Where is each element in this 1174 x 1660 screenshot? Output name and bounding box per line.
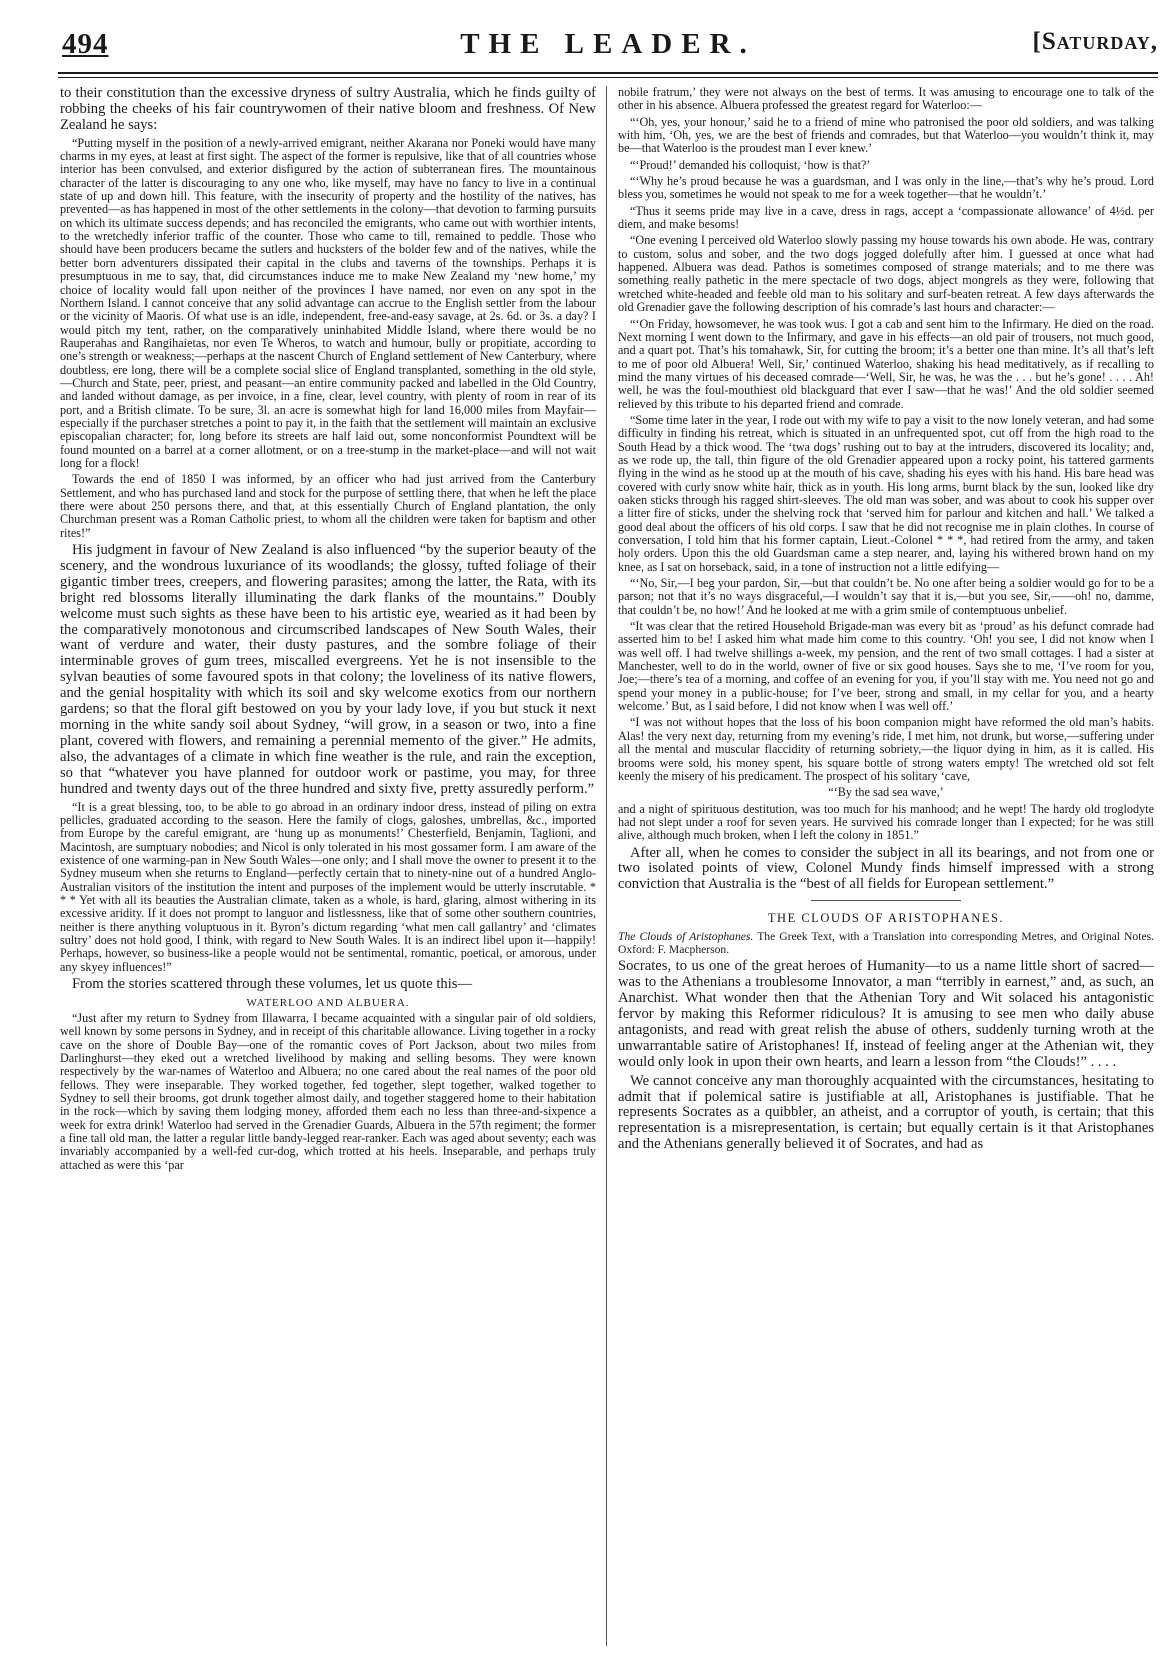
quote-albuera-speech: “‘Oh, yes, your honour,’ said he to a friend of mine who patronised the poor old soldiers, and was talking with him, ‘Oh, yes, we are the best of friends and comrades, but that Waterloo—you wouldn’t think it, may be—that Waterloo is the proudest man I ever knew.’ — [618, 114, 1154, 156]
newspaper-title: THE LEADER. — [460, 28, 756, 60]
quote-proud: “‘Proud!’ demanded his colloquist, ‘how is that?’ — [630, 157, 871, 172]
article-heading: THE CLOUDS OF ARISTOPHANES. — [767, 911, 1005, 926]
book-details: The Greek Text, with a Translation into corresponding Metres, and Original Notes. Oxford: F. Macpherson. — [618, 930, 1154, 957]
paragraph-scenery: His judgment in favour of New Zealand is also influenced “by the superior beauty of the scenery, and the wondrous luxuriance of its woodlands; the glossy, tufted foliage of their gigantic timber trees, creepers, and flowering parasites; among the latter, the Rata, with its bright red blossoms literally illuminating the dark flanks of the mountains.” Doubly welcome must such sights as these have been to his artistic eye, wearied as it had been by the comparatively monotonous and circumscribed landscapes of New South Wales, their want of verdure and water, their dusty pastures, and the sombre foliage of their interminable groves of gum trees, miscalled evergreens. Yet he is not insensible to the sylvan beauties of some favoured spots in that colony; the loveliness of its native flowers, and the genial hospitality with which its soil and sky welcome exotics from our northern gardens; so that the floral gift bestowed on you by your lady love, if you but stuck it next morning in the white sandy soil about Sydney, “will grow, in a season or two, into a fine plant, covered with flowers, and remaining a perennial memento of the giver.” He admits, also, the advantages of a climate in which fine weather is the rule, and rain the exception, so that “whatever you have planned for outdoor work or pastime, you may, for three hundred and twenty days out of the three hundred and sixty five, pretty assuredly perform.” — [60, 542, 596, 797]
paragraph-socrates: Socrates, to us one of the great heroes of Humanity—to us a name little short of sacred—was to the Athenians a troublesome Innovator, a man “terribly in earnest,” and, as such, an Anarchist. What wonder then that the Athenian Tory and Wit solaced his antagonistic fervor by making this Reformer ridiculous? It is amusing to see men who daily abuse antagonists, and read with great relish the abuse of others, suddenly turning wroth at the unwarrantable satire of Aristophanes! If, instead of feeling anger at the Athenian wit, they would only look in upon their own hearts, and learn a lesson from “the Clouds!” . . . . — [618, 958, 1154, 1070]
masthead — [58, 28, 1158, 72]
quote-continued: nobile fratrum,’ they were not always on the best of terms. It was amusing to encourage one to talk of the other in his absence. Albuera professed the greatest regard for Waterloo:— — [618, 86, 1154, 113]
quote-canterbury: Towards the end of 1850 I was informed, by an officer who had just arrived from the Canterbury Settlement, and who has purchased land and stock for the purpose of settling there, that when he left the place there were about 250 persons there, and that, at this essentially Church of England plantation, the only Churchman present was a Roman Catholic priest, to whom all the children were taken for baptism and other rites!” — [60, 472, 596, 540]
quote-new-zealand: “Putting myself in the position of a newly-arrived emigrant, neither Akarana nor Poneki would have many charms in my eyes, at least at first sight. The aspect of the former is repulsive, like that of all countries whose interior has been convulsed, and exterior disfigured by the action of subterranean fires. The mountainous character of the latter is discouraging to any one who, like myself, may have no fancy to live in a continual state of up and down hill. This feature, with the insecurity of property and the hostility of the natives, has prevented—as has happened in most of the other settlements in the colony—that devotion to farming pursuits on which its ultimate success depends; and has reconciled the emigrants, who came out with worthier intents, to the wretchedly inferior traffic of the counter. Those who came to till, remained to peddle. Those who should have been producers became the sutlers and hucksters of the bolder few and of the natives, while the better born adventurers dissipated their capital in the clubs and taverns of the townships. Perhaps it is presumptuous in me to say, that, did circumstances induce me to make New Zealand my ‘new home,’ my choice of locality would fall upon neither of the provinces I have named, nor even on any spot in the Northern Island. I cannot conceive that any solid advantage can accrue to the English settler from the labour or the vicinity of Maoris. Of what use is an idle, independent, free-and-easy savage, at 2s. 6d. or 3s. a day? I would pitch my tent, rather, on the comparatively uninhabited Middle Island, where there would be no Rauperahas and Rangihaietas, nor even Te Wheros, to watch and humour, bully or propitiate, according to one’s strength or weakness;—perhaps at the nascent Church of England settlement of New Canterbury, where doubtless, ere long, there will be a complete social slice of England transplanted, something in the old style,—Church and State, peer, priest, and peasant—an entire community packed and labelled in the Old Country, and landed without damage, as per invoice, in a fine, clear, level country, with plenty of room in rear of its port, and a British climate. To be sure, 3l. an acre is somewhat high for land 16,000 miles from Mayfair—especially if the purchaser stretches a point to pay it, in the faith that the settlement will maintain an exclusive episcopalian character; for, long before its streets are half laid out, some nonconformist Poundtext will be found mounted on a barrel at a corner allotment, or on a tree-stump in the market-place—and will not wait long for a flock! — [60, 135, 596, 470]
book-title: The Clouds of Aristophanes. — [618, 930, 754, 944]
newspaper-page — [58, 0, 1158, 1660]
quote-climate: “It is a great blessing, too, to be able to go abroad in an ordinary indoor dress, instead of piling on extra pellicles, graduated according to the season. Here the family of clogs, galoshes, umbrellas, &c., imported from Europe by the careful emigrant, are ‘hung up as monuments!’ Chesterfield, Benjamin, Taglioni, and Macintosh, are sumptuary nobodies; and Nicol is only tolerated in his most gossamer form. I am aware of the existence of one warming-pan in New South Wales—one only; and I shall move the owner to present it to the Sydney museum when she returns to England—perfectly certain that to ninety-nine out of a hundred Anglo-Australian visitors of the institution the intent and purposes of the implement would be utterly inscrutable. * * * Yet with all its beauties the Australian climate, taken as a whole, is hard, glaring, almost withering in its excessive aridity. If it does not prompt to languor and listlessness, like that of some other southern countries, neither is there anything voluptuous in it. Byron’s dictum regarding ‘what men call gallantry’ and ‘climates sultry’ does not hold good, I think, with regard to New South Wales. It is an indirect libel upon it—happily! Perhaps, however, so business-like a people would not be sentimental, romantic, poetical, or amorous, under any skyey influences!” — [60, 799, 596, 974]
paragraph-intro: to their constitution than the excessive dryness of sultry Australia, which he finds guilty of robbing the cheeks of his fair countrywomen of their native bloom and freshness. Of New Zealand he says: — [60, 86, 596, 133]
section-title: WATERLOO AND ALBUERA. — [246, 996, 410, 1009]
quote-friday: “‘On Friday, howsomever, he was took wus. I got a cab and sent him to the Infirmary. He died on the road. Next morning I went down to the Infirmary, and gave in his effects—an old pair of trousers, not much good, and a quart pot. That’s his tomahawk, Sir, for cutting the broom; it’s a better one than mine. It’s all that’s left to me of poor old Albuera! Well, Sir,’ continued Waterloo, shaking his head meditatively, as if recalling to mind the many virtues of his deceased comrade—‘Well, Sir, he was, he was the . . . but he’s gone! . . . . Ah! well, he was the foul-mouthiest old blackguard that ever I saw—that he was!’ And the old soldier seemed relieved by this tribute to his departed friend and comrade. — [618, 316, 1154, 411]
quote-guardsman: “‘Why he’s proud because he was a guardsman, and I was only in the line,—that’s why he’s proud. Lord bless you, sometimes he would not speak to me for a week together—that he wouldn’t.’ — [618, 174, 1154, 202]
quote-parson: “‘No, Sir,—I beg your pardon, Sir,—but that couldn’t be. No one after being a soldier would go for to be a parson; not that it’s no ways disgraceful,—I wouldn’t say that it is,—but you see, Sir,——oh! no, damme, that couldn’t be, no how!’ And he looked at me with a grim smile of contemptuous unbelief. — [618, 576, 1154, 617]
quote-household-brigade: “It was clear that the retired Household Brigade-man was every bit as ‘proud’ as his defunct comrade had asserted him to be! I asked him what made him come to this country. ‘Oh! you see, I did not know when I was well off. I had twelve shillings a-week, my pension, and the rent of two small cottages. I had a sister at Manchester, well to do in the world, owner of five or six good houses. Says she to me, ‘I’ve room for you, Joe;—there’s tea of a morning, and coffee of an evening for you, if you’ll stay with me. You need not go and spend your money in a public-house; for I’ve beer, strong and small, in my cellar for you, and a hearty welcome.’ But, as I said before, I did not know when I was well off.’ — [618, 619, 1154, 714]
issue-day: [Saturday, — [1032, 28, 1158, 55]
header-rule-thick — [58, 72, 1158, 74]
book-citation — [618, 930, 1154, 956]
quote-one-evening: “One evening I perceived old Waterloo slowly passing my house towards his own abode. He was, contrary to custom, solus and sober, and the two dogs jogged dolefully after him. I guessed at once what had happened. Albuera was dead. Pathos is sometimes composed of strange materials; and to me there was something really pathetic in the mere spectacle of two dogs, abject mongrels as they were, following that wretched white-headed and feeble old man to his solitary and surf-beaten retreat. A few days afterwards the old Grenadier gave the following description of his comrade’s last hours and character:— — [618, 233, 1154, 315]
quote-destitution: and a night of spirituous destitution, was too much for his manhood; and he wept! The hardy old troglodyte had not slept under a roof for seven years. He survived his comrade longer than I expected; for he was still alive, although much broken, when I left the colony in 1851.” — [618, 801, 1154, 843]
right-column — [618, 86, 1154, 1646]
page-number: 494 — [62, 28, 109, 60]
header-rule-thin — [58, 77, 1158, 78]
quote-boon-companion: “I was not without hopes that the loss of his boon companion might have reformed the old man’s habits. Alas! the very next day, returning from my evening’s ride, I met him, not drunk, but worse,—suffering under all the mental and muscular flaccidity of returning sobriety,—the liquor dying in him, as it is called. His brooms were sold, his money spent, his square bottle of strong waters empty! The wretched old sot felt keenly the misery of his predicament. The prospect of his solitary ‘cave, — [618, 715, 1154, 783]
verse-line: “‘By the sad sea wave,’ — [828, 785, 944, 800]
paragraph-aristophanes: We cannot conceive any man thoroughly acquainted with the circumstances, hesitating to admit that if polemical satire is justifiable at all, Aristophanes is justifiable. That he represents Socrates as a quibbler, an atheist, and a corruptor of youth, is certain; that this representation is a misrepresentation, is certain; but equally certain is it that Aristophanes and the Athenians generally believed it of Socrates, and had as — [618, 1072, 1154, 1153]
quote-visit: “Some time later in the year, I rode out with my wife to pay a visit to the now lonely veteran, and had some difficulty in finding his retreat, which is situated in an unfrequented spot, cut off from the high road to the South Head by a thick wood. The ‘twa dogs’ rushing out to bay at the intruders, discovered its locality; and, as we rode up, the tall, thin figure of the old Grenadier appeared upon a rocky point, his tattered garments flying in the wind as he stood up at the mouth of his cave, shading his eyes with his hand. His bare head was covered with curly snow white hair, thick as in youth. His long arms, burnt black by the sun, looked like dry oaken sticks through his ragged shirt-sleeves. The old man was sober, and was about to cook his supper over a litter fire of sticks, under the shelving rock that ‘served him for parlour and kitchen and hall.’ We talked a good deal about the officers of his old corps. I saw that he did not recognise me in plain clothes. In course of conversation, I told him that his former captain, Lieut.-Colonel * * *, had retired from the army, and taken holy orders. Upon this the old Guardsman came a step nearer, and, laying his withered brown hand on my knee, as I sat on horseback, said, in a tone of instruction not a little edifying— — [618, 412, 1154, 574]
left-column — [60, 86, 596, 1646]
column-divider — [606, 86, 607, 1646]
paragraph-conclusion: After all, when he comes to consider the subject in all its bearings, and not from one or two isolated points of view, Colonel Mundy finds himself impressed with a strong conviction that Australia is the “best of all fields for European settlement.” — [618, 844, 1154, 893]
quote-waterloo-albuera: “Just after my return to Sydney from Illawarra, I became acquainted with a singular pair of old soldiers, well known by some persons in Sydney, and in receipt of this charitable allowance. Living together in a rocky cave on the shore of Double Bay—one of the romantic coves of Port Jackson, about two miles from Darlinghurst—they eked out a wretched livelihood by making and selling besoms. They were known respectively by the war-names of Waterloo and Albuera; no one cared about the real names of the poor old fellows. They were inseparable. They worked together, fed together, slept together, walked together to Sydney to sell their brooms, got drunk together almost daily, and together staggered home to their habitation in the rock—which by saving them lodging money, afforded them each no less than three-and-sixpence a week for extra drink! Waterloo had served in the Grenadier Guards, Albuera in the 57th regiment; the former a fine tall old man, the latter a regular little bandy-legged rear-ranker. Each was aged about seventy; each was invariably accompanied by a well-fed cur-dog, which trotted at his heels. Inseparable, and perhaps truly attached as were this ‘par — [60, 1010, 596, 1172]
quote-pride: “Thus it seems pride may live in a cave, dress in rags, accept a ‘compassionate allowance’ of 4½d. per diem, and make besoms! — [618, 203, 1154, 232]
article-separator — [811, 900, 961, 901]
paragraph-stories: From the stories scattered through these volumes, let us quote this— — [72, 976, 473, 992]
